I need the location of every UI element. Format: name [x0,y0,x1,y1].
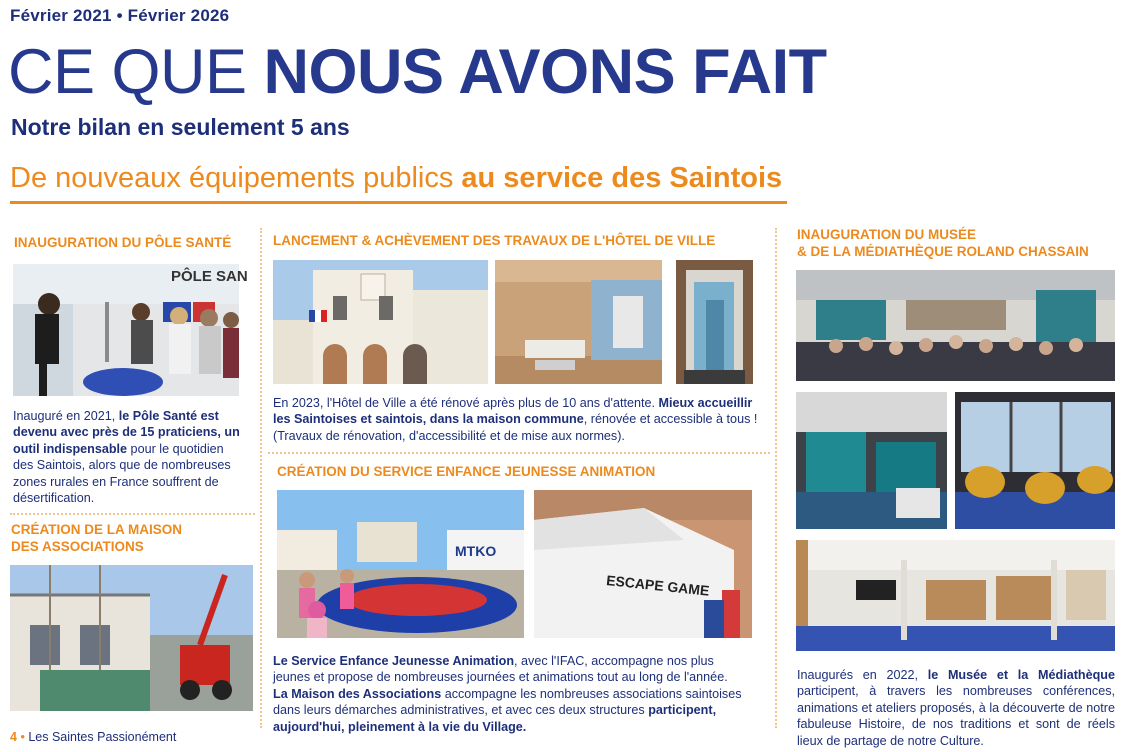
musee-inauguration-photo [796,270,1115,381]
musee-text-2: le Musée et la Médiathèque [927,668,1115,682]
page-footer [10,730,176,744]
title-bold: NOUS AVONS FAIT [263,37,827,107]
hotel-de-ville-text-2: Mieux accueillir les Saintoises et saintois, dans la maison commune [273,396,753,427]
section-title-bold: au service des Saintois [461,162,783,194]
enfance-jeunesse-heading: CRÉATION DU SERVICE ENFANCE JEUNESSE ANIMATION [277,464,656,479]
musee-text-3: participent, à travers les nombreuses conférences, animations et ateliers proposés, à la découverte de notre fabuleuse Histoire, de nos traditions et sont de réels lieux de partage de notre Culture. [797,684,1115,748]
hotel-de-ville-text-1: En 2023, l'Hôtel de Ville a été rénové après plus de 10 ans d'attente. [273,396,659,410]
page-title [8,34,827,110]
title-light: CE QUE [8,37,264,107]
pole-sante-text [13,408,241,506]
hotel-de-ville-text-3: , rénovée et accessible à tous ! (Travaux de rénovation, d'accessibilité et de mise aux normes). [273,412,758,443]
row-divider-middle [268,452,770,454]
mediatheque-reading-photo [955,392,1115,529]
tent-text: ESCAPE GAME [605,572,711,599]
hotel-de-ville-elevator-photo [676,260,753,384]
hotel-de-ville-text [273,395,769,444]
escape-game-photo [534,490,752,638]
mediatheque-library-photo [796,540,1115,651]
maison-associations-heading-2: DES ASSOCIATIONS [11,539,144,554]
enfance-jeunesse-text-4: accompagne les nombreuses associations saintoises dans leurs démarches administratives, et avec ces deux structures [273,686,742,718]
column-divider-left [260,228,262,728]
pole-sante-text-3: pour le quotidien des Saintois, alors que de nombreuses zones rurales en France souffrent de désertification. [13,441,231,506]
maison-associations-heading [11,521,182,555]
enfance-jeunesse-photo [277,490,524,638]
pole-sante-text-2: le Pôle Santé est devenu avec près de 15 praticiens, un outil indispensable [13,409,240,456]
pole-sante-heading: INAUGURATION DU PÔLE SANTÉ [14,235,232,250]
footer-separator: • [20,730,25,744]
musee-heading-2: & DE LA MÉDIATHÈQUE ROLAND CHASSAIN [797,244,1089,259]
section-title [10,162,782,195]
publication-name: Les Saintes Passionément [28,730,177,744]
enfance-jeunesse-text-2: , avec l'IFAC, accompagne nos plus jeunes et propose de nombreuses journées et animations tout au long de l'année. [273,654,728,685]
musee-text-1: Inaugurés en 2022, [797,668,928,682]
pole-sante-photo [13,264,248,396]
musee-heading [797,226,1089,260]
pole-sante-sign: PÔLE SAN [171,268,248,285]
section-title-light: De nouveaux équipements publics [10,162,462,194]
musee-heading-1: INAUGURATION DU MUSÉE [797,227,977,242]
page-subtitle: Notre bilan en seulement 5 ans [11,114,350,140]
pole-sante-text-1: Inauguré en 2021, [13,409,119,423]
maison-associations-heading-1: CRÉATION DE LA MAISON [11,522,182,537]
enfance-jeunesse-text-3: La Maison des Associations [273,686,442,701]
truck-text: MTKO [455,543,497,559]
enfance-jeunesse-text [273,653,753,735]
page-number: 4 [10,730,17,744]
row-divider-left [10,513,255,515]
hotel-de-ville-heading: LANCEMENT & ACHÈVEMENT DES TRAVAUX DE L'HÔTEL DE VILLE [273,233,716,248]
musee-text [797,667,1115,749]
hotel-de-ville-facade-photo [273,260,488,384]
column-divider-right [775,228,777,728]
date-range: Février 2021 • Février 2026 [10,6,230,25]
maison-associations-photo [10,565,253,711]
section-underline [10,201,787,204]
enfance-jeunesse-text-1: Le Service Enfance Jeunesse Animation [273,654,515,668]
enfance-jeunesse-text-5: participent, aujourd'hui, pleinement à la vie du Village. [273,703,717,734]
hotel-de-ville-interior-photo [495,260,662,384]
musee-interior-photo [796,392,947,529]
